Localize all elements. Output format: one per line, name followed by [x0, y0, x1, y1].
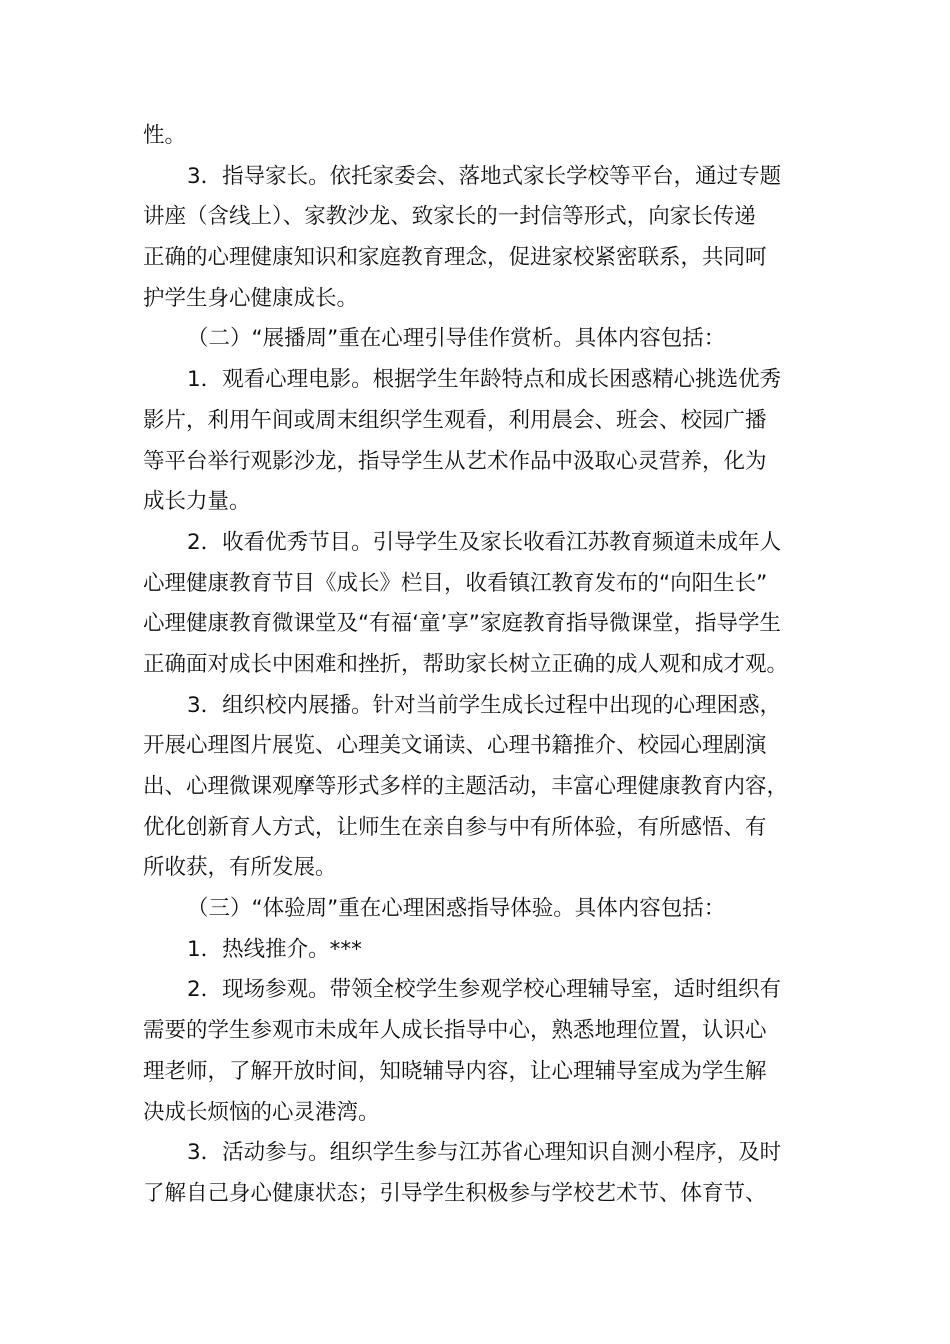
text-line: 护学生身心健康成长。 [143, 285, 359, 311]
text-line: 2．收看优秀节目。引导学生及家长收看江苏教育频道未成年人 [187, 529, 782, 555]
text-line: （三）“体验周”重在心理困惑指导体验。具体内容包括： [187, 896, 726, 922]
text-line: 等平台举行观影沙龙，指导学生从艺术作品中汲取心灵营养，化为 [143, 448, 767, 474]
text-line: 需要的学生参观市未成年人成长指导中心，熟悉地理位置，认识心 [143, 1018, 767, 1044]
text-line: 心理健康教育节目《成长》栏目，收看镇江教育发布的“向阳生长” [143, 570, 768, 596]
text-line: 开展心理图片展览、心理美文诵读、心理书籍推介、校园心理剧演 [143, 733, 767, 759]
text-line: （二）“展播周”重在心理引导佳作赏析。具体内容包括： [187, 326, 726, 352]
text-line: 正确的心理健康知识和家庭教育理念，促进家校紧密联系，共同呵 [143, 245, 767, 271]
text-line: 3．活动参与。组织学生参与江苏省心理知识自测小程序，及时 [187, 1140, 782, 1166]
text-line: 所收获，有所发展。 [143, 855, 337, 881]
text-line: 2．现场参观。带领全校学生参观学校心理辅导室，适时组织有 [187, 977, 782, 1003]
text-line: 了解自己身心健康状态；引导学生积极参与学校艺术节、体育节、 [143, 1180, 767, 1206]
text-line: 成长力量。 [143, 489, 251, 515]
text-line: 1．热线推介。*** [187, 936, 362, 962]
text-line: 影片，利用午间或周末组织学生观看，利用晨会、班会、校园广播 [143, 407, 767, 433]
text-line: 1．观看心理电影。根据学生年龄特点和成长困惑精心挑选优秀 [187, 367, 782, 393]
text-line: 理老师，了解开放时间，知晓辅导内容，让心理辅导室成为学生解 [143, 1058, 767, 1084]
text-line: 性。 [143, 123, 187, 148]
text-line: 出、心理微课观摩等形式多样的主题活动，丰富心理健康教育内容， [143, 774, 789, 799]
text-line: 3．组织校内展播。针对当前学生成长过程中出现的心理困惑， [187, 692, 782, 718]
text-line: 正确面对成长中困难和挫折，帮助家长树立正确的成人观和成才观。 [143, 651, 789, 677]
text-line: 优化创新育人方式，让师生在亲自参与中有所体验，有所感悟、有 [143, 814, 767, 840]
text-line: 3．指导家长。依托家委会、落地式家长学校等平台，通过专题 [187, 163, 782, 189]
text-line: 讲座（含线上）、家教沙龙、致家长的一封信等形式，向家长传递 [143, 204, 756, 230]
body-text [143, 116, 833, 1215]
text-line: 决成长烦恼的心灵港湾。 [143, 1099, 380, 1125]
text-line: 心理健康教育微课堂及“有福‘童’享”家庭教育指导微课堂，指导学生 [143, 611, 781, 637]
